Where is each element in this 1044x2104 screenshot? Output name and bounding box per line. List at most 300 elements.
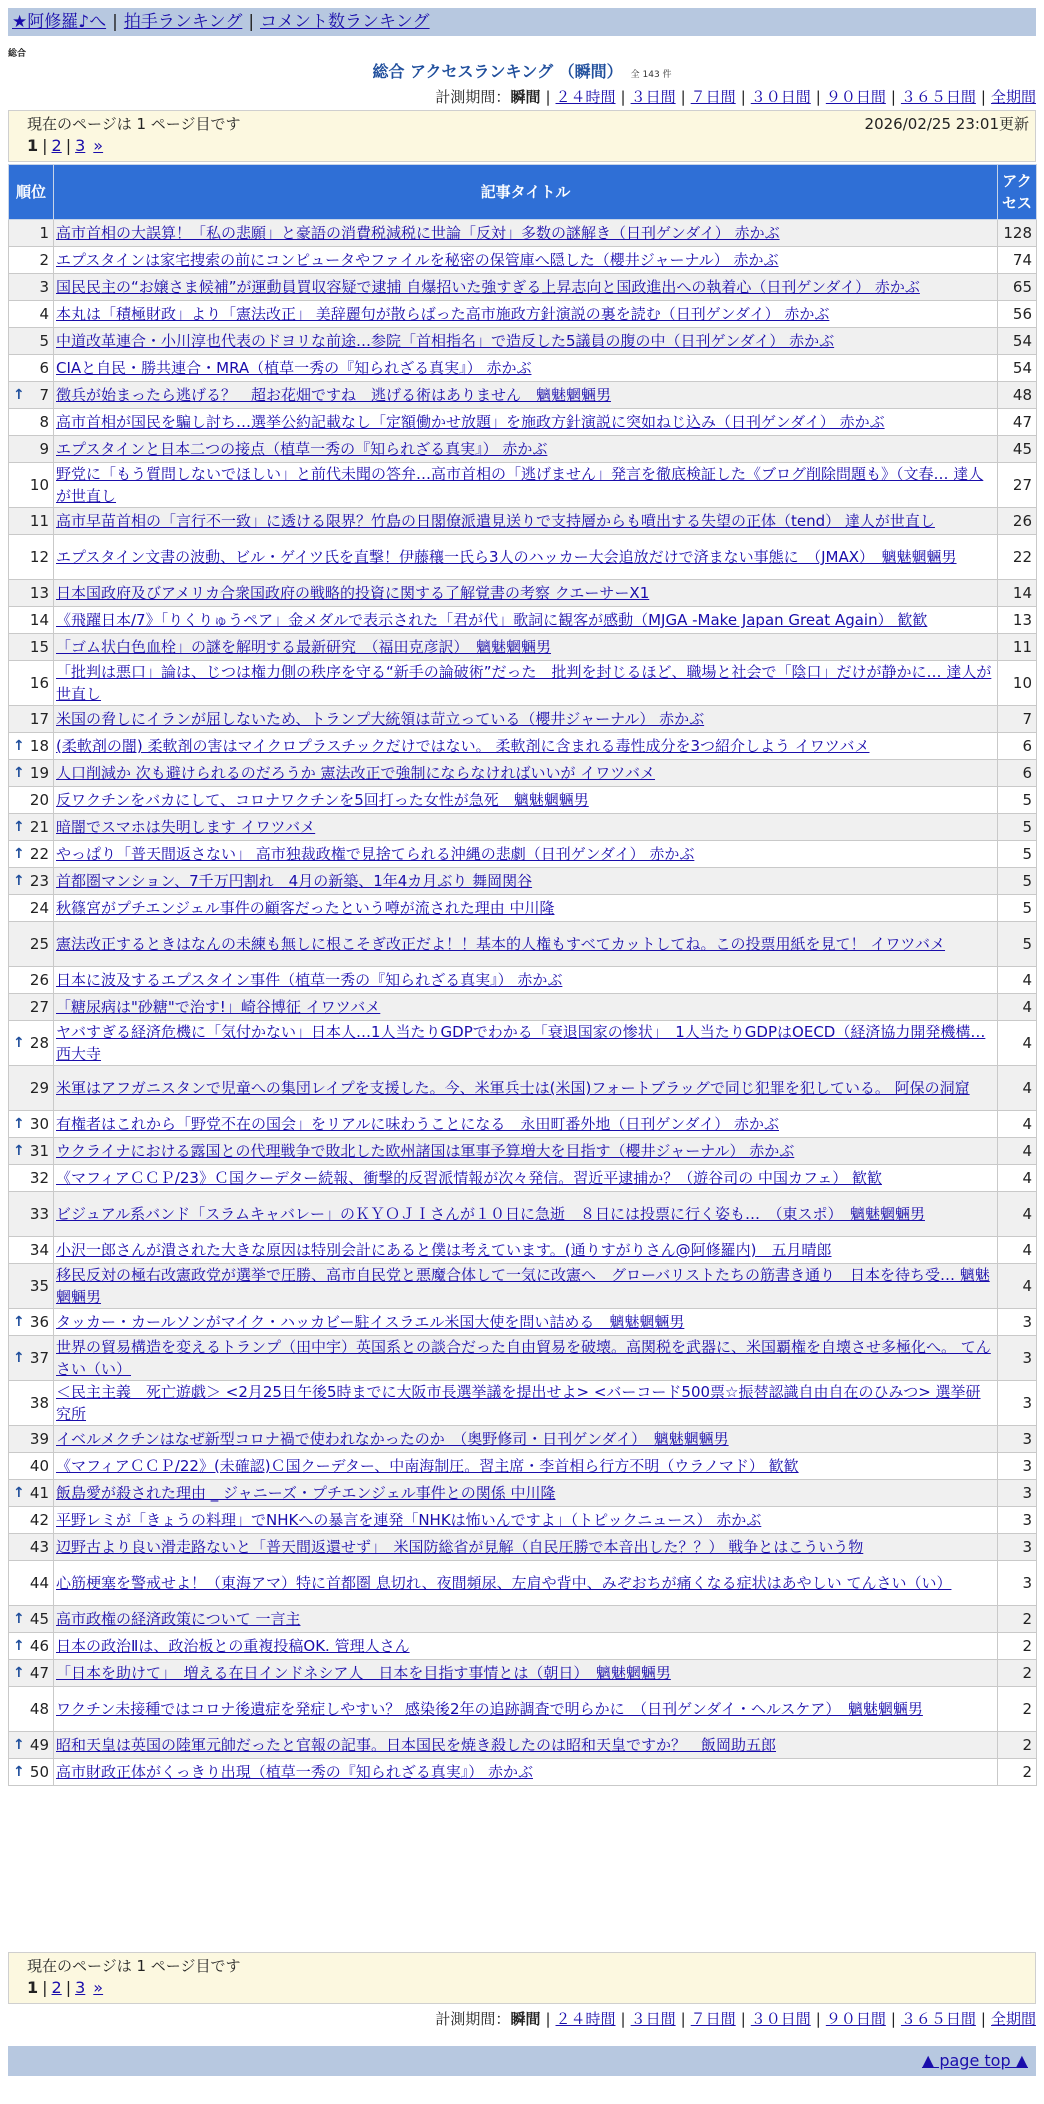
article-title-link[interactable]: 高市首相が国民を騙し討ち…選挙公約記載なし「定額働かせ放題」を施政方針演説に突如ねじ込み（日刊ゲンダイ） 赤かぶ	[56, 413, 885, 431]
title-cell	[54, 220, 998, 247]
access-count: 4	[998, 1192, 1037, 1237]
article-title-link[interactable]: 首都圏マンション、7千万円割れ 4月の新築、1年4カ月ぶり 舞岡関谷	[56, 872, 533, 890]
access-count: 2	[998, 1606, 1037, 1633]
rank-cell	[9, 1660, 54, 1687]
article-title-link[interactable]: エプスタインは家宅捜索の前にコンピュータやファイルを秘密の保管庫へ隠した（櫻井ジャーナル） 赤かぶ	[56, 251, 779, 269]
rank-cell	[9, 1021, 54, 1066]
title-cell	[54, 1606, 998, 1633]
rank-cell	[9, 382, 54, 409]
rank-number: 15	[29, 638, 49, 656]
rank-number: 40	[29, 1457, 49, 1475]
table-row	[9, 1192, 1037, 1237]
access-count: 65	[998, 274, 1037, 301]
rank-cell	[9, 1426, 54, 1453]
page-current: 1	[27, 136, 39, 155]
article-title-link[interactable]: 世界の貿易構造を変えるトランプ（田中宇）英国系との談合だった自由貿易を破壊。高関税を武器に、米国覇権を自壊させ多極化へ。 てんさい（い）	[56, 1338, 991, 1378]
rank-number: 31	[29, 1142, 49, 1160]
table-row	[9, 1021, 1037, 1066]
rank-up-arrow-icon: ↑	[13, 1737, 25, 1753]
rank-number: 30	[29, 1115, 49, 1133]
rank-up-arrow-icon: ↑	[13, 1035, 25, 1051]
article-title-link[interactable]: 本丸は「積極財政」より「憲法改正」 美辞麗句が散らばった高市施政方針演説の裏を読む（日刊ゲンダイ） 赤かぶ	[56, 305, 830, 323]
article-title-link[interactable]: 有権者はこれから「野党不在の国会」をリアルに味わうことになる 永田町番外地（日刊ゲンダイ） 赤かぶ	[56, 1115, 779, 1133]
title-cell	[54, 760, 998, 787]
period-option-7d[interactable]: ７日間	[690, 88, 736, 106]
table-row	[9, 814, 1037, 841]
title-cell	[54, 661, 998, 706]
rank-number: 50	[29, 1763, 49, 1781]
rank-cell	[9, 607, 54, 634]
rank-cell	[9, 967, 54, 994]
article-title-link[interactable]: 日本国政府及びアメリカ合衆国政府の戦略的投資に関する了解覚書の考察 クエーサーX1	[56, 584, 650, 602]
title-cell	[54, 1165, 998, 1192]
table-row	[9, 1381, 1037, 1426]
table-row	[9, 1759, 1037, 1786]
rank-cell	[9, 1453, 54, 1480]
table-row	[9, 1660, 1037, 1687]
rank-cell	[9, 1237, 54, 1264]
article-title-link[interactable]: 高市首相の大誤算！「私の悲願」と豪語の消費税減税に世論「反対」多数の謎解き（日刊ゲンダイ） 赤かぶ	[56, 224, 780, 242]
article-title-link[interactable]: 中道改革連合・小川淳也代表のドヨリな前途…参院「首相指名」で造反した5議員の腹の中（日刊ゲンダイ） 赤かぶ	[56, 332, 835, 350]
rank-up-arrow-icon: ↑	[13, 738, 25, 754]
rank-number: 39	[29, 1430, 49, 1448]
rank-cell	[9, 1759, 54, 1786]
article-title-link[interactable]: 辺野古より良い滑走路ないと「普天間返還せず」 米国防総省が見解（自民圧勝で本音出した？？） 戦争とはこういう物	[56, 1538, 864, 1556]
article-title-link[interactable]: 高市早苗首相の「言行不一致」に透ける限界？竹島の日閣僚派遣見送りで支持層からも噴出する失望の正体（tend） 達人が世直し	[56, 512, 935, 530]
article-title-link[interactable]: 移民反対の極右改憲政党が選挙で圧勝、高市自民党と悪魔合体して一気に改憲へ グローバリストたちの筋書き通り 日本を待ち受… 魑魅魍魎男	[56, 1266, 990, 1306]
article-title-link[interactable]: 平野レミが「きょうの料理」でNHKへの暴言を連発「NHKは怖いんですよ」（トピックニュース） 赤かぶ	[56, 1511, 762, 1529]
period-option-24h[interactable]: ２４時間	[555, 2010, 616, 2028]
access-count: 2	[998, 1660, 1037, 1687]
rank-number: 18	[29, 737, 49, 755]
table-row	[9, 1426, 1037, 1453]
access-count: 14	[998, 580, 1037, 607]
title-cell	[54, 1561, 998, 1606]
top-nav-bar	[8, 8, 1036, 36]
access-count: 5	[998, 814, 1037, 841]
rank-number: 10	[29, 476, 49, 494]
article-title-link[interactable]: 高市政権の経済政策について 一言主	[56, 1610, 301, 1628]
table-row	[9, 1264, 1037, 1309]
rank-number: 25	[29, 935, 49, 953]
rank-cell	[9, 1336, 54, 1381]
access-count: 3	[998, 1426, 1037, 1453]
title-cell	[54, 409, 998, 436]
access-count: 4	[998, 994, 1037, 1021]
access-count: 26	[998, 508, 1037, 535]
title-cell	[54, 247, 998, 274]
rank-cell	[9, 1192, 54, 1237]
article-title-link[interactable]: 国民民主の“お嬢さま候補”が運動員買収容疑で逮捕 自爆招いた強すぎる上昇志向と国政進出への執着心（日刊ゲンダイ） 赤かぶ	[56, 278, 920, 296]
title-cell	[54, 841, 998, 868]
rank-cell	[9, 463, 54, 508]
title-cell	[54, 328, 998, 355]
access-count: 27	[998, 463, 1037, 508]
access-count: 54	[998, 328, 1037, 355]
rank-number: 20	[29, 791, 49, 809]
rank-up-arrow-icon: ↑	[13, 873, 25, 889]
access-count: 4	[998, 1021, 1037, 1066]
article-title-link[interactable]: ワクチン未接種ではコロナ後遺症を発症しやすい？ 感染後2年の追跡調査で明らかに （日刊ゲンダイ・ヘルスケア） 魑魅魍魎男	[56, 1700, 923, 1718]
article-title-link[interactable]: 《マフィアＣＣＰ/23》Ｃ国クーデター続報、衝撃的反習派情報が次々発信。習近平逮捕か？（遊谷司の 中国カフェ） 歓歓	[56, 1169, 882, 1187]
title-cell	[54, 535, 998, 580]
period-option-7d[interactable]: ７日間	[690, 2010, 736, 2028]
title-cell	[54, 355, 998, 382]
article-title-link[interactable]: 「糖尿病は"砂糖"で治す!」崎谷博征 イワツバメ	[56, 998, 381, 1016]
title-cell	[54, 1066, 998, 1111]
current-page-text: 現在のページは 1 ページ目です	[27, 1957, 241, 1975]
rank-cell	[9, 733, 54, 760]
table-row	[9, 661, 1037, 706]
rank-header: 順位	[9, 165, 54, 220]
page-link-3[interactable]: 3	[75, 136, 86, 155]
rank-up-arrow-icon: ↑	[13, 1116, 25, 1132]
rank-number: 32	[29, 1169, 49, 1187]
article-title-link[interactable]: イベルメクチンはなぜ新型コロナ禍で使われなかったのか （奥野修司・日刊ゲンダイ） 魑魅魍魎男	[56, 1430, 729, 1448]
table-row	[9, 409, 1037, 436]
table-row	[9, 1606, 1037, 1633]
article-title-link[interactable]: エプスタイン文書の波動、ビル・ゲイツ氏を直撃！伊藤穰一氏ら3人のハッカー大会追放だけで済まない事態に （JMAX） 魑魅魍魎男	[56, 548, 957, 566]
rank-cell	[9, 274, 54, 301]
rank-number: 35	[29, 1277, 49, 1295]
rank-up-arrow-icon: ↑	[13, 1638, 25, 1654]
table-row	[9, 1111, 1037, 1138]
rank-cell	[9, 1633, 54, 1660]
period-option-3d[interactable]: ３日間	[630, 2010, 676, 2028]
table-row	[9, 1453, 1037, 1480]
access-count: 3	[998, 1453, 1037, 1480]
rank-number: 17	[29, 710, 49, 728]
table-row	[9, 220, 1037, 247]
table-row	[9, 733, 1037, 760]
rank-cell	[9, 1732, 54, 1759]
rank-up-arrow-icon: ↑	[13, 1485, 25, 1501]
access-count: 2	[998, 1687, 1037, 1732]
page-info-bottom	[8, 1952, 1036, 2004]
rank-number: 27	[29, 998, 49, 1016]
access-count: 2	[998, 1759, 1037, 1786]
rank-number: 49	[29, 1736, 49, 1754]
rank-up-arrow-icon: ↑	[13, 1764, 25, 1780]
current-page-text: 現在のページは 1 ページ目です	[27, 115, 241, 133]
article-title-link[interactable]: 暗闇でスマホは失明します イワツバメ	[56, 818, 316, 836]
access-count: 7	[998, 706, 1037, 733]
title-cell	[54, 1237, 998, 1264]
table-row	[9, 607, 1037, 634]
table-row	[9, 1534, 1037, 1561]
period-option-30d[interactable]: ３０日間	[750, 88, 811, 106]
access-count: 5	[998, 922, 1037, 967]
page-info-top	[8, 110, 1036, 162]
applause-ranking-link[interactable]: 拍手ランキング	[123, 12, 243, 32]
table-row	[9, 436, 1037, 463]
article-title-link[interactable]: 《マフィアＣＣＰ/22》(未確認)Ｃ国クーデター、中南海制圧。習主席・李首相ら行方不明（ウラノマド） 歓歓	[56, 1457, 799, 1475]
article-title-link[interactable]: 反ワクチンをバカにして、コロナワクチンを5回打った女性が急死 魑魅魍魎男	[56, 791, 589, 809]
article-title-link[interactable]: ヤバすぎる経済危機に「気付かない」日本人…1人当たりGDPでわかる「衰退国家の惨状」 1人当たりGDPはOECD（経済協力開発機構… 西大寺	[56, 1023, 986, 1063]
access-count: 47	[998, 409, 1037, 436]
rank-cell	[9, 1534, 54, 1561]
table-row	[9, 1732, 1037, 1759]
article-title-link[interactable]: 昭和天皇は英国の陸軍元帥だったと官報の記事。日本国民を焼き殺したのは昭和天皇ですか？ 飯岡助五郎	[56, 1736, 777, 1754]
rank-cell	[9, 580, 54, 607]
page-link-3[interactable]: 3	[75, 1978, 86, 1997]
rank-number: 12	[29, 548, 49, 566]
title-cell	[54, 1759, 998, 1786]
rank-cell	[9, 1561, 54, 1606]
rank-cell	[9, 661, 54, 706]
rank-number: 44	[29, 1574, 49, 1592]
rank-number: 26	[29, 971, 49, 989]
period-option-90d[interactable]: ９０日間	[825, 88, 886, 106]
rank-number: 2	[39, 251, 49, 269]
rank-number: 48	[29, 1700, 49, 1718]
rank-number: 7	[39, 386, 49, 404]
title-cell	[54, 895, 998, 922]
title-cell	[54, 1381, 998, 1426]
article-title-link[interactable]: 米軍はアフガニスタンで児童への集団レイプを支援した。今、米軍兵士は(米国)フォートブラッグで同じ犯罪を犯している。 阿保の洞窟	[56, 1079, 970, 1097]
rank-cell	[9, 1309, 54, 1336]
rank-number: 28	[29, 1034, 49, 1052]
title-cell	[54, 1732, 998, 1759]
rank-cell	[9, 247, 54, 274]
access-count: 6	[998, 733, 1037, 760]
title-cell	[54, 634, 998, 661]
rank-number: 37	[29, 1349, 49, 1367]
comment-ranking-link[interactable]: コメント数ランキング	[260, 12, 430, 32]
total-count: 全 143 件	[630, 70, 672, 80]
table-row	[9, 634, 1037, 661]
rank-number: 6	[39, 359, 49, 377]
article-title-link[interactable]: 秋篠宮がプチエンジェル事件の顧客だったという噂が流された理由 中川隆	[56, 899, 555, 917]
title-cell	[54, 1660, 998, 1687]
period-selector-bottom: 計測期間：瞬間 | ２４時間 | ３日間 | ７日間 | ３０日間 | ９０日間 | ３６５日間 | 全期間	[435, 2010, 1036, 2028]
title-cell	[54, 508, 998, 535]
article-title-link[interactable]: ウクライナにおける露国との代理戦争で敗北した欧州諸国は軍事予算増大を目指す（櫻井ジャーナル） 赤かぶ	[56, 1142, 795, 1160]
rank-number: 22	[29, 845, 49, 863]
period-option-all[interactable]: 全期間	[990, 2010, 1036, 2028]
nav-separator: |	[248, 12, 255, 32]
period-option-all[interactable]: 全期間	[990, 88, 1036, 106]
article-title-link[interactable]: 米国の脅しにイランが屈しないため、トランプ大統領は苛立っている（櫻井ジャーナル） 赤かぶ	[56, 710, 705, 728]
title-cell	[54, 814, 998, 841]
rank-cell	[9, 787, 54, 814]
rank-cell	[9, 760, 54, 787]
table-row	[9, 382, 1037, 409]
article-title-link[interactable]: 飯島愛が殺された理由 _ ジャニーズ・プチエンジェル事件との関係 中川隆	[56, 1484, 556, 1502]
access-count: 48	[998, 382, 1037, 409]
nav-separator: |	[112, 12, 118, 32]
breadcrumb: 総合	[8, 49, 27, 59]
article-title-link[interactable]: ビジュアル系バンド「スラムキャバレー」のＫＹＯＪＩさんが１０日に急逝 ８日には投票に行く姿も… （東スポ） 魑魅魍魎男	[56, 1205, 925, 1223]
title-cell	[54, 868, 998, 895]
access-count: 4	[998, 967, 1037, 994]
rank-cell	[9, 328, 54, 355]
title-cell	[54, 580, 998, 607]
next-page-link[interactable]: »	[93, 1978, 104, 1997]
article-title-link[interactable]: 憲法改正するときはなんの未練も無しに根こそぎ改正だよ！！基本的人権もすべてカットしてね。この投票用紙を見て！ イワツバメ	[56, 935, 946, 953]
title-cell	[54, 1309, 998, 1336]
article-title-link[interactable]: 徴兵が始まったら逃げる？ 超お花畑ですね 逃げる術はありません 魑魅魍魎男	[56, 386, 612, 404]
access-count: 128	[998, 220, 1037, 247]
access-count: 54	[998, 355, 1037, 382]
table-row	[9, 841, 1037, 868]
article-title-link[interactable]: 「批判は悪口」論は、じつは権力側の秩序を守る“新手の論破術”だった 批判を封じるほど、職場と社会で「陰口」だけが静かに… 達人が世直し	[56, 663, 992, 703]
table-row	[9, 508, 1037, 535]
table-row	[9, 580, 1037, 607]
table-row	[9, 1336, 1037, 1381]
title-cell	[54, 1336, 998, 1381]
page-heading	[0, 62, 1044, 85]
title-cell	[54, 301, 998, 328]
rank-cell	[9, 535, 54, 580]
rank-number: 38	[29, 1394, 49, 1412]
access-count: 5	[998, 841, 1037, 868]
title-cell	[54, 1480, 998, 1507]
table-row	[9, 1309, 1037, 1336]
title-cell	[54, 436, 998, 463]
access-count: 56	[998, 301, 1037, 328]
rank-number: 11	[29, 512, 49, 530]
title-cell	[54, 994, 998, 1021]
table-row	[9, 1165, 1037, 1192]
article-title-link[interactable]: (柔軟剤の闇) 柔軟剤の害はマイクロプラスチックだけではない。 柔軟剤に含まれる毒性成分を3つ紹介しよう イワツバメ	[56, 737, 870, 755]
page-link-2[interactable]: 2	[51, 1978, 62, 1997]
period-option-30d[interactable]: ３０日間	[750, 2010, 811, 2028]
article-title-link[interactable]: 小沢一郎さんが潰された大きな原因は特別会計にあると僕は考えています。(通りすがりさん@阿修羅内) 五月晴郎	[56, 1241, 832, 1259]
rank-number: 14	[29, 611, 49, 629]
article-title-link[interactable]: ＜民主主義 死亡遊戯＞ <2月25日午後5時までに大阪市長選挙議を提出せよ> <バーコード500票☆振替認識自由自在のひみつ> 選挙研究所	[56, 1383, 981, 1423]
rank-cell	[9, 1381, 54, 1426]
access-count: 5	[998, 895, 1037, 922]
rank-cell	[9, 922, 54, 967]
rank-number: 41	[29, 1484, 49, 1502]
title-cell	[54, 1507, 998, 1534]
article-title-link[interactable]: 高市財政正体がくっきり出現（植草一秀の『知られざる真実』） 赤かぶ	[56, 1763, 533, 1781]
access-count: 4	[998, 1237, 1037, 1264]
title-cell	[54, 733, 998, 760]
access-count: 11	[998, 634, 1037, 661]
access-count: 4	[998, 1138, 1037, 1165]
title-cell	[54, 1138, 998, 1165]
rank-cell	[9, 1066, 54, 1111]
rank-cell	[9, 1138, 54, 1165]
period-label: 計測期間：	[435, 88, 511, 106]
page-top-link[interactable]: ▲ page top ▲	[921, 2051, 1028, 2070]
rank-cell	[9, 994, 54, 1021]
article-title-link[interactable]: タッカー・カールソンがマイク・ハッカビー駐イスラエル米国大使を問い詰める 魑魅魍魎男	[56, 1313, 685, 1331]
rank-number: 3	[39, 278, 49, 296]
rank-cell	[9, 355, 54, 382]
rank-cell	[9, 1507, 54, 1534]
page-link-2[interactable]: 2	[51, 136, 62, 155]
page-title: 総合 アクセスランキング （瞬間）	[372, 62, 623, 81]
access-count: 4	[998, 1264, 1037, 1309]
title-cell	[54, 1426, 998, 1453]
rank-number: 34	[29, 1241, 49, 1259]
rank-number: 33	[29, 1205, 49, 1223]
access-count: 3	[998, 1507, 1037, 1534]
rank-number: 47	[29, 1664, 49, 1682]
article-title-link[interactable]: 「ゴム状白色血栓」の謎を解明する最新研究 （福田克彦訳） 魑魅魍魎男	[56, 638, 552, 656]
title-cell	[54, 1021, 998, 1066]
access-count: 3	[998, 1534, 1037, 1561]
article-title-link[interactable]: CIAと自民・勝共連合・MRA（植草一秀の『知られざる真実』） 赤かぶ	[56, 359, 532, 377]
rank-cell	[9, 508, 54, 535]
title-cell	[54, 382, 998, 409]
rank-number: 8	[39, 413, 49, 431]
period-label: 計測期間：	[435, 2010, 511, 2028]
ranking-rows	[9, 220, 1037, 1786]
rank-up-arrow-icon: ↑	[13, 1350, 25, 1366]
rank-number: 4	[39, 305, 49, 323]
period-option-24h[interactable]: ２４時間	[555, 88, 616, 106]
page-current: 1	[27, 1978, 39, 1997]
rank-number: 29	[29, 1079, 49, 1097]
article-title-link[interactable]: やっぱり「普天間返さない」 高市独裁政権で見捨てられる沖縄の悲劇（日刊ゲンダイ） 赤かぶ	[56, 845, 695, 863]
access-count: 6	[998, 760, 1037, 787]
article-title-link[interactable]: 心筋梗塞を警戒せよ！（東海アマ）特に首都圏 息切れ、夜間頻尿、左肩や背中、みぞおちが痛くなる症状はあやしい てんさい（い）	[56, 1574, 952, 1592]
article-title-link[interactable]: 日本の政治Ⅱは、政治板との重複投稿OK. 管理人さん	[56, 1637, 410, 1655]
rank-number: 43	[29, 1538, 49, 1556]
title-cell	[54, 274, 998, 301]
rank-number: 24	[29, 899, 49, 917]
home-link[interactable]: ★阿修羅♪へ	[12, 12, 107, 32]
table-row	[9, 463, 1037, 508]
rank-cell	[9, 634, 54, 661]
article-title-link[interactable]: 日本に波及するエプスタイン事件（植草一秀の『知られざる真実』） 赤かぶ	[56, 971, 563, 989]
table-row	[9, 301, 1037, 328]
rank-cell	[9, 895, 54, 922]
access-count: 3	[998, 1561, 1037, 1606]
access-count: 5	[998, 787, 1037, 814]
period-current: 瞬間	[510, 88, 541, 106]
title-cell	[54, 1111, 998, 1138]
access-count: 4	[998, 1111, 1037, 1138]
article-title-link[interactable]: 人口削減か 次も避けられるのだろうか 憲法改正で強制にならなければいいが イワツバメ	[56, 764, 656, 782]
table-row	[9, 328, 1037, 355]
rank-number: 45	[29, 1610, 49, 1628]
table-row	[9, 1066, 1037, 1111]
article-title-link[interactable]: 《飛躍日本/7》「りくりゅうペア」金メダルで表示された「君が代」歌詞に観客が感動（MJGA -Make Japan Great Again） 歓歓	[56, 611, 928, 629]
next-page-link[interactable]: »	[93, 136, 104, 155]
period-option-365d[interactable]: ３６５日間	[900, 88, 976, 106]
article-title-link[interactable]: 「日本を助けて」 増える在日インドネシア人 日本を目指す事情とは（朝日） 魑魅魍魎男	[56, 1664, 671, 1682]
rank-cell	[9, 868, 54, 895]
rank-cell	[9, 409, 54, 436]
period-option-365d[interactable]: ３６５日間	[900, 2010, 976, 2028]
rank-up-arrow-icon: ↑	[13, 819, 25, 835]
rank-number: 46	[29, 1637, 49, 1655]
rank-number: 36	[29, 1313, 49, 1331]
article-title-link[interactable]: エプスタインと日本二つの接点（植草一秀の『知られざる真実』） 赤かぶ	[56, 440, 548, 458]
title-cell	[54, 706, 998, 733]
article-title-link[interactable]: 野党に「もう質問しないでほしい」と前代未聞の答弁…高市首相の「逃げません」発言を徹底検証した《ブログ削除問題も》（文春… 達人が世直し	[56, 465, 984, 505]
period-option-90d[interactable]: ９０日間	[825, 2010, 886, 2028]
title-cell	[54, 1264, 998, 1309]
table-row	[9, 1507, 1037, 1534]
period-option-3d[interactable]: ３日間	[630, 88, 676, 106]
access-count: 3	[998, 1381, 1037, 1426]
title-cell	[54, 967, 998, 994]
title-cell	[54, 1687, 998, 1732]
table-row	[9, 1687, 1037, 1732]
table-row	[9, 868, 1037, 895]
rank-up-arrow-icon: ↑	[13, 846, 25, 862]
rank-cell	[9, 1111, 54, 1138]
access-count: 2	[998, 1732, 1037, 1759]
access-count: 5	[998, 868, 1037, 895]
table-row	[9, 1480, 1037, 1507]
